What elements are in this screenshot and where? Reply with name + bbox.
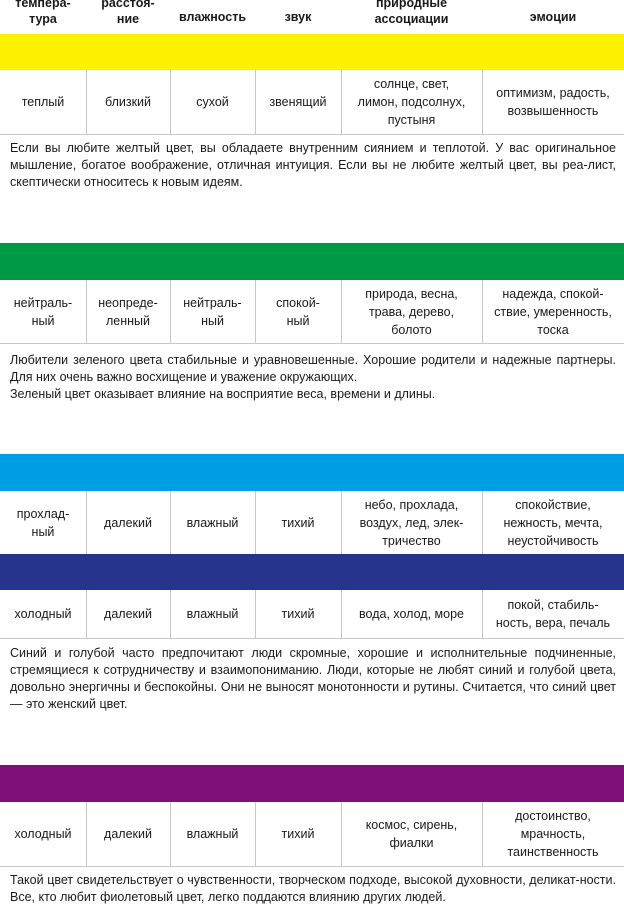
divider [0, 638, 624, 639]
divider [86, 590, 87, 638]
blue-row [0, 590, 624, 638]
green-row [0, 280, 624, 343]
violet-band [0, 765, 624, 802]
header-emotions: эмоции [529, 10, 577, 24]
violet-row [0, 802, 624, 866]
green-description [10, 352, 616, 403]
yellow-description [10, 140, 616, 191]
yellow-sound: звенящий [269, 95, 327, 109]
lightblue-associations: небо, прохлада, воздух, лед, элек- тричество [359, 497, 464, 548]
divider [170, 802, 171, 866]
violet-description [10, 872, 616, 906]
yellow-row [0, 70, 624, 134]
header-distance: расстоя- ние [101, 0, 155, 26]
blue-description-text: Синий и голубой часто предпочитают люди скромные, хорошие и исполнительные подчиненные, стремящиеся к сотрудничеству и взаимопониманию. Люди, которые не любят синий и голубой цвета, довольно энергичны и беспокойны. Они не выносят монотонности и рутины. Считается, что синий цвет — это женский цвет. [10, 646, 616, 711]
lightblue-band [0, 454, 624, 491]
violet-temperature: холодный [14, 827, 72, 841]
violet-sound: тихий [281, 827, 315, 841]
divider [170, 70, 171, 134]
divider [170, 280, 171, 343]
divider [255, 70, 256, 134]
violet-emotions: достоинство, мрачность, таинственность [507, 809, 599, 859]
divider [0, 134, 624, 135]
divider [86, 491, 87, 554]
yellow-emotions: оптимизм, радость, возвышенность [496, 86, 610, 118]
green-description-text: Любители зеленого цвета стабильные и уравновешенные. Хорошие родители и надежные партнеры. Для них очень важно восхищение и уважение окружающих. [10, 353, 616, 384]
green-humidity: нейтраль- ный [183, 295, 242, 328]
lightblue-emotions: спокойствие, нежность, мечта, неустойчивость [503, 497, 603, 548]
yellow-band [0, 34, 624, 70]
divider [0, 343, 624, 344]
divider [341, 70, 342, 134]
blue-distance: далекий [104, 607, 152, 621]
violet-humidity: влажный [186, 827, 239, 841]
divider [0, 866, 624, 867]
blue-associations: вода, холод, море [359, 607, 464, 621]
green-description-text: Зеленый цвет оказывает влияние на восприятие веса, времени и длины. [10, 387, 436, 401]
divider [86, 802, 87, 866]
divider [170, 491, 171, 554]
header-temperature: темпера- тура [15, 0, 71, 26]
divider [341, 280, 342, 343]
divider [255, 491, 256, 554]
header-natural-associations: природные ассоциации [374, 0, 449, 26]
table-header [0, 0, 624, 34]
divider [170, 590, 171, 638]
blue-band [0, 554, 624, 590]
lightblue-temperature: прохлад- ный [16, 506, 70, 539]
header-humidity: влажность [178, 10, 247, 24]
blue-description [10, 645, 616, 713]
blue-humidity: влажный [186, 607, 239, 621]
blue-sound: тихий [281, 607, 315, 621]
yellow-distance: близкий [104, 95, 152, 109]
blue-emotions: покой, стабиль- ность, вера, печаль [495, 598, 611, 630]
divider [482, 70, 483, 134]
divider [341, 802, 342, 866]
header-sound: звук [284, 10, 312, 24]
divider [482, 491, 483, 554]
green-temperature: нейтраль- ный [13, 295, 73, 328]
divider [255, 802, 256, 866]
divider [255, 280, 256, 343]
lightblue-sound: тихий [281, 515, 315, 530]
divider [341, 491, 342, 554]
violet-associations: космос, сирень, фиалки [365, 818, 458, 850]
green-sound: спокой- ный [276, 295, 320, 328]
green-band [0, 243, 624, 280]
divider [86, 280, 87, 343]
yellow-temperature: теплый [21, 95, 65, 109]
yellow-associations: солнце, свет, лимон, подсолнух, пустыня [357, 77, 466, 127]
green-distance: неопреде- ленный [98, 295, 158, 328]
divider [482, 280, 483, 343]
lightblue-row [0, 491, 624, 554]
yellow-humidity: сухой [196, 95, 229, 109]
divider [482, 802, 483, 866]
lightblue-humidity: влажный [186, 515, 239, 530]
lightblue-distance: далекий [104, 515, 152, 530]
divider [255, 590, 256, 638]
yellow-description-text: Если вы любите желтый цвет, вы обладаете внутренним сиянием и теплотой. У вас оригинальное мышление, богатое воображение, отличная интуиция. Если вы не любите желтый цвет, вы реа-лист, скептически относитесь к новым идеям. [10, 141, 616, 189]
divider [86, 70, 87, 134]
green-associations: природа, весна, трава, дерево, болото [365, 286, 458, 337]
divider [341, 590, 342, 638]
violet-description-text: Такой цвет свидетельствует о чувственности, творческом подходе, высокой духовности, деликат-ности. Все, кто любит фиолетовый цвет, легко поддаются влиянию других людей. [10, 873, 616, 904]
green-emotions: надежда, спокой- ствие, умеренность, тоска [494, 286, 612, 337]
violet-distance: далекий [104, 827, 152, 841]
blue-temperature: холодный [14, 607, 72, 621]
divider [482, 590, 483, 638]
